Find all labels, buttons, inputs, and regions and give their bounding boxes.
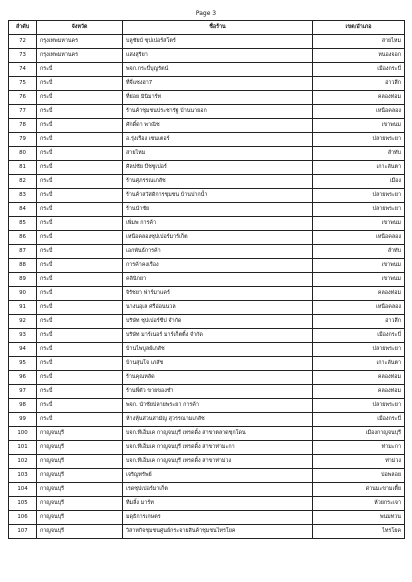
- province-cell: กระบี่: [37, 189, 123, 203]
- district-cell: เมืองกระบี่: [313, 329, 405, 343]
- store-name-cell: พจก. นำชัยปลายพระยา การค้า: [123, 399, 313, 413]
- row-number-cell: 86: [9, 231, 37, 245]
- province-cell: กระบี่: [37, 105, 123, 119]
- table-row: [9, 105, 405, 119]
- store-name-cell: วิสาหกิจชุมชนศูนย์กระจายสินค้าชุมชนไทรโยค: [123, 525, 313, 539]
- district-cell: หนองจอก: [313, 49, 405, 63]
- row-number-cell: 94: [9, 343, 37, 357]
- province-cell: กระบี่: [37, 91, 123, 105]
- province-cell: กระบี่: [37, 203, 123, 217]
- district-cell: สายไหม: [313, 35, 405, 49]
- province-cell: กระบี่: [37, 259, 123, 273]
- province-cell: กระบี่: [37, 371, 123, 385]
- table-row: [9, 343, 405, 357]
- province-cell: กระบี่: [37, 329, 123, 343]
- district-cell: ปลายพระยา: [313, 203, 405, 217]
- row-number-cell: 75: [9, 77, 37, 91]
- district-cell: เขาพนม: [313, 259, 405, 273]
- page-number-label: Page 3: [195, 10, 217, 17]
- row-number-cell: 85: [9, 217, 37, 231]
- district-cell: พนมทวน: [313, 511, 405, 525]
- store-name-cell: สายไหม: [123, 147, 313, 161]
- table-row: [9, 301, 405, 315]
- province-cell: กาญจนบุรี: [37, 469, 123, 483]
- district-cell: อ่าวลึก: [313, 315, 405, 329]
- province-cell: กระบี่: [37, 357, 123, 371]
- province-cell: กระบี่: [37, 385, 123, 399]
- table-row: [9, 231, 405, 245]
- row-number-cell: 92: [9, 315, 37, 329]
- row-number-cell: 84: [9, 203, 37, 217]
- table-row: [9, 217, 405, 231]
- row-number-cell: 80: [9, 147, 37, 161]
- province-cell: กระบี่: [37, 161, 123, 175]
- row-number-cell: 100: [9, 427, 37, 441]
- table-row: [9, 441, 405, 455]
- district-cell: ลำทับ: [313, 147, 405, 161]
- store-name-cell: การค้าคงเรือง: [123, 259, 313, 273]
- district-cell: ด่านมะขามเตี้ย: [313, 483, 405, 497]
- province-cell: กระบี่: [37, 343, 123, 357]
- store-name-cell: พจก.กระบี่บุญรัตน์: [123, 63, 313, 77]
- store-name-cell: ศิลปชัย บีชซูเปอร์: [123, 161, 313, 175]
- district-cell: เขาพนม: [313, 119, 405, 133]
- store-name-cell: จิรัชยา ฟาร์มาแคร์: [123, 287, 313, 301]
- store-name-cell: บจก.ทีเอ็มเค กาญจนบุรี เทรดดิ้ง สาขาท่ามะกา: [123, 441, 313, 455]
- store-name-cell: ที่จี่แซงฮา7: [123, 77, 313, 91]
- province-cell: กระบี่: [37, 287, 123, 301]
- table-row: [9, 315, 405, 329]
- district-cell: เหนือคลอง: [313, 301, 405, 315]
- table-row: [9, 147, 405, 161]
- store-name-cell: บจก.ทีเอ็มเค กาญจนบุรี เทรดดิ้ง สาขาท่าม่วง: [123, 455, 313, 469]
- row-number-cell: 82: [9, 175, 37, 189]
- row-number-cell: 91: [9, 301, 37, 315]
- table-row: [9, 357, 405, 371]
- store-name-cell: บริษัท มาร์เนอร์ มาร์เก็ตติ้ง จำกัด: [123, 329, 313, 343]
- district-cell: ห้วยกระเจา: [313, 497, 405, 511]
- store-name-cell: เอกพันธ์การค้า: [123, 245, 313, 259]
- table-row: [9, 455, 405, 469]
- table-row: [9, 35, 405, 49]
- row-number-cell: 93: [9, 329, 37, 343]
- row-number-cell: 88: [9, 259, 37, 273]
- district-cell: เขาพนม: [313, 217, 405, 231]
- table-row: [9, 427, 405, 441]
- district-cell: เหนือคลอง: [313, 105, 405, 119]
- row-number-cell: 99: [9, 413, 37, 427]
- table-row: [9, 49, 405, 63]
- row-number-cell: 98: [9, 399, 37, 413]
- table-row: [9, 511, 405, 525]
- table-row: [9, 385, 405, 399]
- table-row: [9, 161, 405, 175]
- store-name-cell: ร้านนำชัย: [123, 203, 313, 217]
- store-name-cell: ร้านค้าชุมชนประชารัฐ บ้านนายอก: [123, 105, 313, 119]
- store-name-cell: เจริญทรัพย์: [123, 469, 313, 483]
- district-cell: เขาพนม: [313, 273, 405, 287]
- province-cell: กระบี่: [37, 175, 123, 189]
- district-cell: ลำทับ: [313, 245, 405, 259]
- province-cell: กระบี่: [37, 77, 123, 91]
- column-header-no: ลำดับ: [9, 21, 37, 35]
- district-cell: คลองท่อม: [313, 287, 405, 301]
- district-cell: ปลายพระยา: [313, 189, 405, 203]
- district-cell: เมืองกาญจนบุรี: [313, 427, 405, 441]
- table-row: [9, 525, 405, 539]
- row-number-cell: 97: [9, 385, 37, 399]
- table-row: [9, 77, 405, 91]
- province-cell: กระบี่: [37, 301, 123, 315]
- column-header-store-name: ชื่อร้าน: [123, 21, 313, 35]
- province-cell: กระบี่: [37, 63, 123, 77]
- row-number-cell: 78: [9, 119, 37, 133]
- store-name-cell: ร้านศุภรรณเภสัช: [123, 175, 313, 189]
- province-cell: กาญจนบุรี: [37, 483, 123, 497]
- table-row: [9, 63, 405, 77]
- province-cell: กาญจนบุรี: [37, 441, 123, 455]
- district-cell: อ่าวลึก: [313, 77, 405, 91]
- district-cell: ไทรโยค: [313, 525, 405, 539]
- province-cell: กระบี่: [37, 119, 123, 133]
- store-name-cell: ศักดิ์ดา พาณิช: [123, 119, 313, 133]
- district-cell: เกาะลันตา: [313, 161, 405, 175]
- row-number-cell: 87: [9, 245, 37, 259]
- row-number-cell: 73: [9, 49, 37, 63]
- district-cell: บ่อพลอย: [313, 469, 405, 483]
- district-cell: ท่ามะกา: [313, 441, 405, 455]
- table-row: [9, 273, 405, 287]
- row-number-cell: 81: [9, 161, 37, 175]
- district-cell: ท่าม่วง: [313, 455, 405, 469]
- store-name-cell: ร้านค้าสวัสดิการชุมชน บ้านปากน้ำ: [123, 189, 313, 203]
- province-cell: กาญจนบุรี: [37, 511, 123, 525]
- row-number-cell: 106: [9, 511, 37, 525]
- table-row: [9, 329, 405, 343]
- row-number-cell: 90: [9, 287, 37, 301]
- row-number-cell: 76: [9, 91, 37, 105]
- store-name-cell: บ้านไพบูลย์เภสัช: [123, 343, 313, 357]
- table-row: [9, 119, 405, 133]
- store-name-cell: เรดซุปเปอร์มาเก็ต: [123, 483, 313, 497]
- row-number-cell: 95: [9, 357, 37, 371]
- table-row: [9, 399, 405, 413]
- province-cell: กระบี่: [37, 245, 123, 259]
- row-number-cell: 103: [9, 469, 37, 483]
- store-name-cell: มดุธิการเกษตร: [123, 511, 313, 525]
- row-number-cell: 89: [9, 273, 37, 287]
- province-cell: กระบี่: [37, 217, 123, 231]
- store-list-table: [8, 20, 405, 539]
- row-number-cell: 107: [9, 525, 37, 539]
- store-name-cell: บ้านสุนโจ เภสัช: [123, 357, 313, 371]
- table-body: [9, 35, 405, 539]
- province-cell: กระบี่: [37, 231, 123, 245]
- table-row: [9, 413, 405, 427]
- store-name-cell: นางนอุเล ศรีอ่อนนวล: [123, 301, 313, 315]
- district-cell: ปลายพระยา: [313, 343, 405, 357]
- row-number-cell: 77: [9, 105, 37, 119]
- table-row: [9, 175, 405, 189]
- table-row: [9, 133, 405, 147]
- column-header-province: จังหวัด: [37, 21, 123, 35]
- table-row: [9, 91, 405, 105]
- district-cell: เกาะลันตา: [313, 357, 405, 371]
- district-cell: คลองท่อม: [313, 371, 405, 385]
- province-cell: กาญจนบุรี: [37, 525, 123, 539]
- store-name-cell: คลินิกยา: [123, 273, 313, 287]
- row-number-cell: 72: [9, 35, 37, 49]
- store-name-cell: บริษัท ซุปเปอร์ชีป จำกัด: [123, 315, 313, 329]
- store-name-cell: ร้านคุณหลัด: [123, 371, 313, 385]
- row-number-cell: 79: [9, 133, 37, 147]
- store-name-cell: บลูชัยบ์ ซุปเปอร์สโตร์: [123, 35, 313, 49]
- store-name-cell: บจก.ทีเอ็มเค กาญจนบุรี เทรดดิ้ง สาขาตลาดชุกโดน: [123, 427, 313, 441]
- table-row: [9, 497, 405, 511]
- table-row: [9, 259, 405, 273]
- province-cell: กาญจนบุรี: [37, 427, 123, 441]
- column-header-district: เขต/อำเภอ: [313, 21, 405, 35]
- province-cell: กระบี่: [37, 413, 123, 427]
- province-cell: กระบี่: [37, 315, 123, 329]
- row-number-cell: 101: [9, 441, 37, 455]
- province-cell: กระบี่: [37, 147, 123, 161]
- district-cell: ปลายพระยา: [313, 399, 405, 413]
- table-header-row: [9, 21, 405, 35]
- district-cell: คลองท่อม: [313, 91, 405, 105]
- store-name-cell: ร้านพี่ตัว ขายของชำ: [123, 385, 313, 399]
- province-cell: กระบี่: [37, 273, 123, 287]
- store-name-cell: เพิ่มพ การค้า: [123, 217, 313, 231]
- table-row: [9, 245, 405, 259]
- district-cell: เมือง: [313, 175, 405, 189]
- district-cell: ปลายพระยา: [313, 133, 405, 147]
- province-cell: กรุงเทพมหานคร: [37, 35, 123, 49]
- table-row: [9, 189, 405, 203]
- row-number-cell: 83: [9, 189, 37, 203]
- district-cell: คลองท่อม: [313, 385, 405, 399]
- table-row: [9, 469, 405, 483]
- table-row: [9, 483, 405, 497]
- store-name-cell: ทีมลิ้ง มาร์ท: [123, 497, 313, 511]
- row-number-cell: 74: [9, 63, 37, 77]
- province-cell: กรุงเทพมหานคร: [37, 49, 123, 63]
- store-name-cell: ที่ย่อย มินิมาร์ท: [123, 91, 313, 105]
- table-row: [9, 371, 405, 385]
- province-cell: กระบี่: [37, 399, 123, 413]
- province-cell: กระบี่: [37, 133, 123, 147]
- store-name-cell: ห้างหุ้นส่วนสามัญ สุวรรณามเภสัช: [123, 413, 313, 427]
- district-cell: เมืองกระบี่: [313, 63, 405, 77]
- store-name-cell: เหนือคลองซุปเปอร์มาร์เก็ต: [123, 231, 313, 245]
- row-number-cell: 104: [9, 483, 37, 497]
- table-row: [9, 287, 405, 301]
- district-cell: เมืองกระบี่: [313, 413, 405, 427]
- table-row: [9, 203, 405, 217]
- row-number-cell: 105: [9, 497, 37, 511]
- province-cell: กาญจนบุรี: [37, 455, 123, 469]
- store-name-cell: อ.รุ่งเรือง เซนเตอร์: [123, 133, 313, 147]
- district-cell: เหนือคลอง: [313, 231, 405, 245]
- row-number-cell: 102: [9, 455, 37, 469]
- province-cell: กาญจนบุรี: [37, 497, 123, 511]
- store-name-cell: แสงสุริยา: [123, 49, 313, 63]
- row-number-cell: 96: [9, 371, 37, 385]
